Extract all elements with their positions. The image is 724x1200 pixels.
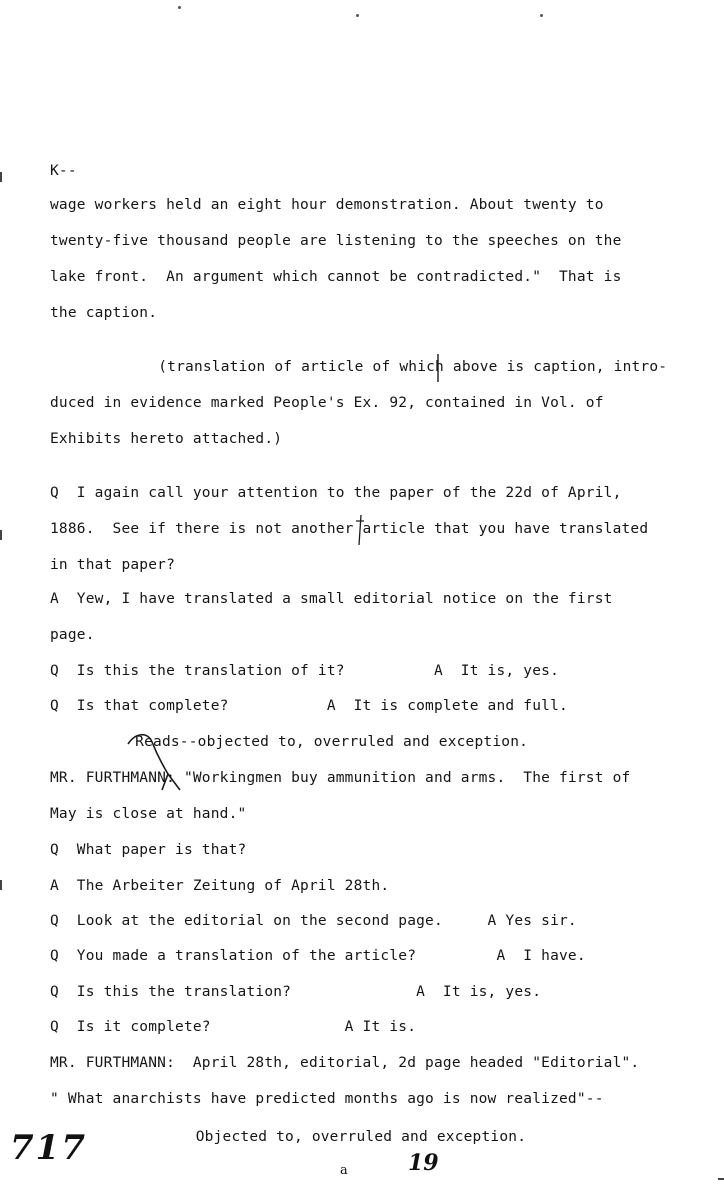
paper-speck <box>178 6 181 9</box>
text-line: Objected to, overruled and exception. <box>35 1129 527 1145</box>
text-line: Q Is this the translation? A It is, yes. <box>50 984 542 1000</box>
text-line: Reads--objected to, overruled and exception. <box>28 734 529 750</box>
text-line: lake front. An argument which cannot be contradicted." That is <box>50 269 622 285</box>
text-line: Q You made a translation of the article? A I have. <box>50 948 586 964</box>
text-line: Q What paper is that? <box>50 842 247 858</box>
text-line: duced in evidence marked People's Ex. 92, contained in Vol. of <box>50 395 604 411</box>
edge-mark <box>718 1178 724 1180</box>
text-line: in that paper? <box>50 557 176 573</box>
text-line: Q Is it complete? A It is. <box>50 1019 417 1035</box>
paper-speck <box>356 14 359 17</box>
text-line: May is close at hand." <box>50 806 247 822</box>
text-line: Exhibits hereto attached.) <box>50 431 283 447</box>
text-line: the caption. <box>50 305 158 321</box>
small-mark: a <box>340 1163 348 1178</box>
text-line: (translation of article of which above is caption, intro- <box>60 359 668 375</box>
paper-speck <box>540 14 543 17</box>
edge-mark <box>0 880 2 890</box>
handwritten-page-number: 717 <box>10 1128 87 1168</box>
text-line: Q Look at the editorial on the second page. A Yes sir. <box>50 913 577 929</box>
text-line: MR. FURTHMANN: "Workingmen buy ammunition and arms. The first of <box>50 770 631 786</box>
edge-mark <box>0 530 2 540</box>
text-line: 1886. See if there is not another article that you have translated <box>50 521 649 537</box>
text-line: twenty-five thousand people are listening to the speeches on the <box>50 233 622 249</box>
insertion-mark <box>354 513 368 547</box>
handwritten-caret-mark <box>122 730 202 800</box>
text-line: A The Arbeiter Zeitung of April 28th. <box>50 878 390 894</box>
text-line: " What anarchists have predicted months ago is now realized"-- <box>50 1091 604 1107</box>
text-line: Q Is that complete? A It is complete and full. <box>50 698 568 714</box>
text-line: MR. FURTHMANN: April 28th, editorial, 2d page headed "Editorial". <box>50 1055 640 1071</box>
page-header: K-- <box>50 163 77 179</box>
text-line: Q Is this the translation of it? A It is, yes. <box>50 663 559 679</box>
handwritten-folio-number: 19 <box>408 1150 439 1176</box>
text-line: Q I again call your attention to the paper of the 22d of April, <box>50 485 622 501</box>
text-line: wage workers held an eight hour demonstration. About twenty to <box>50 197 604 213</box>
text-line: A Yew, I have translated a small editorial notice on the first <box>50 591 613 607</box>
edge-mark <box>0 172 2 182</box>
text-line: page. <box>50 627 95 643</box>
insertion-mark <box>435 354 443 384</box>
